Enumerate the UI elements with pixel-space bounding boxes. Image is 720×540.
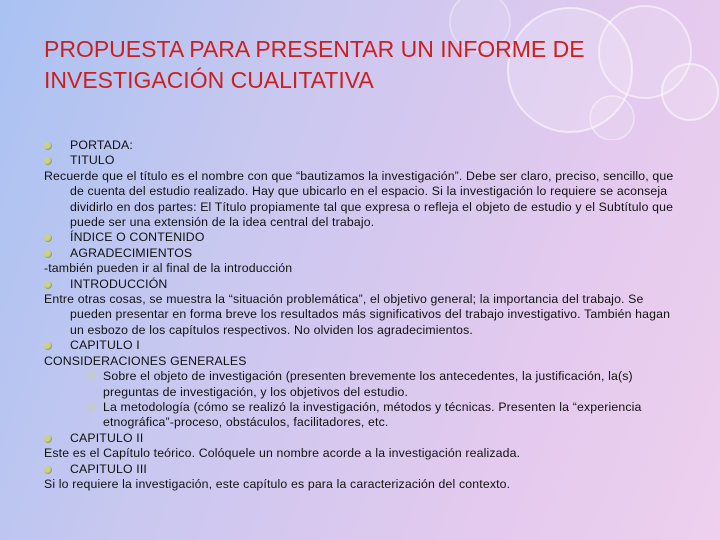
bullet-icon	[44, 466, 52, 474]
list-item	[44, 431, 674, 446]
sub-item-objeto: Sobre el objeto de investigación (presenten brevemente los antecedentes, la justificación, la(s) preguntas de investigación, y los objetivos del estudio.	[103, 369, 633, 399]
sub-bullet-icon	[87, 372, 95, 380]
list-item	[44, 277, 674, 292]
item-introduccion: INTRODUCCIÓN	[70, 276, 168, 291]
list-item	[44, 230, 674, 245]
sub-bullet-icon	[87, 403, 95, 411]
slide-content	[44, 138, 674, 492]
bullet-icon	[44, 234, 52, 242]
list-item	[44, 153, 674, 168]
item-indice: ÍNDICE O CONTENIDO	[70, 230, 205, 245]
bullet-icon	[44, 342, 52, 350]
sub-list-item	[44, 400, 674, 431]
agradecimientos-note: -también pueden ir al final de la introducción	[44, 261, 293, 276]
item-titulo: TITULO	[70, 153, 115, 168]
sub-list-item	[44, 369, 674, 400]
item-capitulo-1: CAPITULO I	[70, 338, 140, 353]
bullet-icon	[44, 435, 52, 443]
consideraciones-heading: CONSIDERACIONES GENERALES	[44, 353, 247, 368]
titulo-description: Recuerde que el título es el nombre con que “bautizamos la investigación”. Debe ser claro, preciso, sencillo, que de cuenta del estudio realizado. Hay que ubicarlo en el espacio. Si la investigación lo requiere se aconseja dividirlo en dos partes: El Título propiamente tal que expresa o refleja el objeto de estudio y el Subtítulo que puede ser una extensión de la idea central del trabajo.	[44, 168, 674, 230]
list-item	[44, 138, 674, 153]
bullet-icon	[44, 157, 52, 165]
item-capitulo-2: CAPITULO II	[70, 430, 144, 445]
list-item	[44, 462, 674, 477]
list-item	[44, 246, 674, 261]
bullet-icon	[44, 250, 52, 258]
capitulo-2-description: Este es el Capítulo teórico. Colóquele un nombre acorde a la investigación realizada.	[44, 446, 521, 461]
item-agradecimientos: AGRADECIMIENTOS	[70, 245, 193, 260]
slide-title: PROPUESTA PARA PRESENTAR UN INFORME DE INVESTIGACIÓN CUALITATIVA	[44, 36, 585, 93]
sub-item-metodologia: La metodología (cómo se realizó la investigación, métodos y técnicas. Presenten la “experiencia etnográfica”-proceso, obstáculos, facilitadores, etc.	[103, 399, 642, 430]
introduccion-description: Entre otras cosas, se muestra la “situación problemática”, el objetivo general; la importancia del trabajo. Se pueden presentar en forma breve los resultados más significativos del trabajo investigativo. También hagan un esbozo de los capítulos respectivos. No olviden los agradecimientos.	[44, 292, 671, 337]
capitulo-3-description: Si lo requiere la investigación, este capítulo es para la caracterización del contexto.	[44, 476, 511, 491]
bullet-icon	[44, 142, 52, 150]
list-item	[44, 338, 674, 353]
item-capitulo-3: CAPITULO III	[70, 461, 147, 476]
bullet-icon	[44, 281, 52, 289]
item-portada: PORTADA:	[70, 138, 133, 152]
